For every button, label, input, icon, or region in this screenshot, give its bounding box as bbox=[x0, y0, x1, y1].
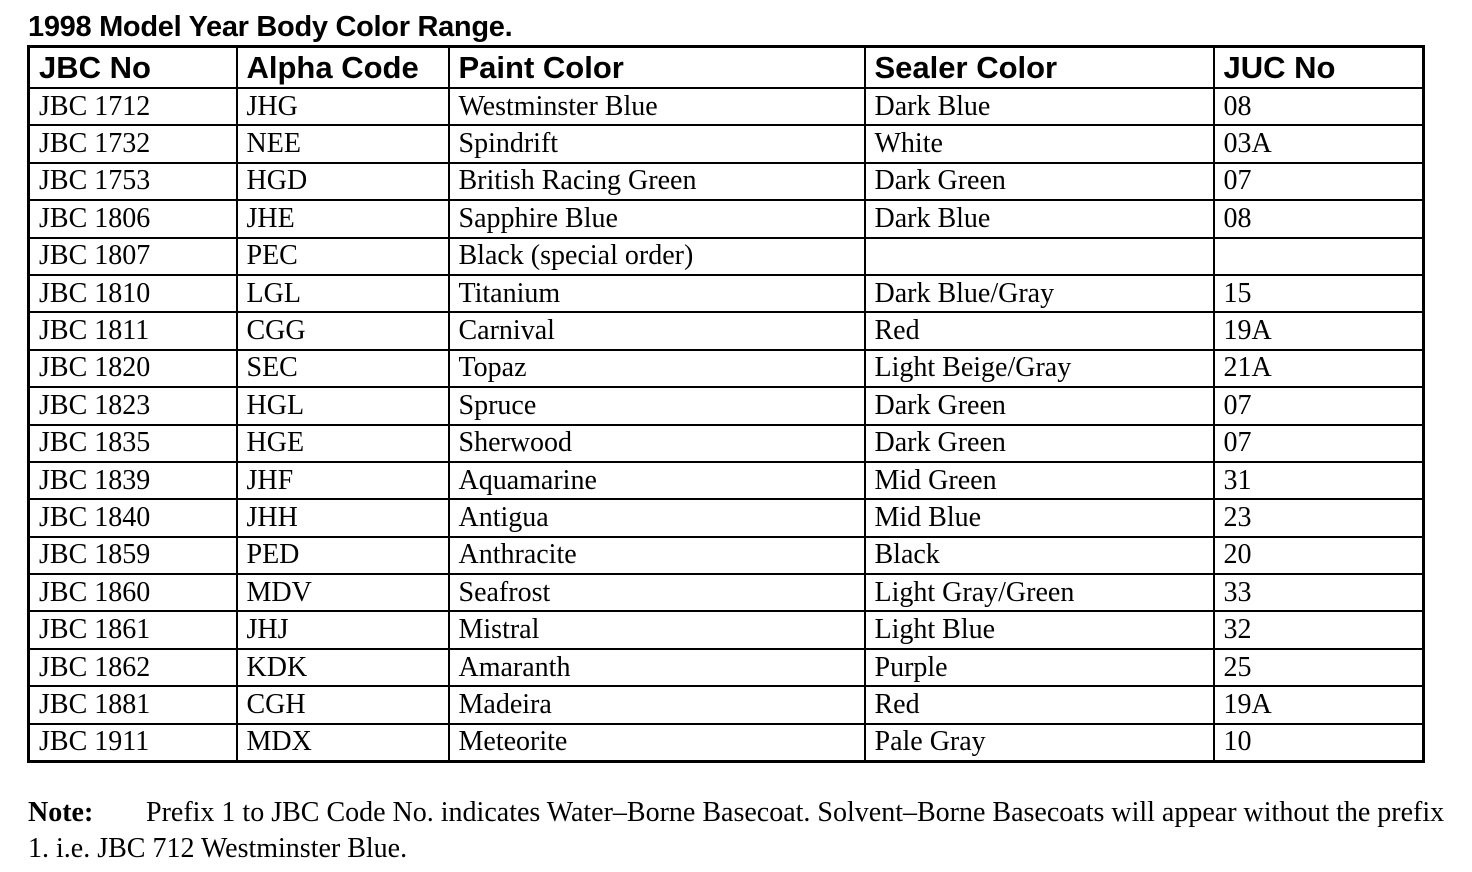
cell-alpha-code: MDV bbox=[237, 574, 449, 611]
cell-juc-no: 31 bbox=[1214, 462, 1424, 499]
table-row bbox=[29, 537, 1424, 574]
cell-juc-no: 19A bbox=[1214, 312, 1424, 349]
cell-jbc-no: JBC 1911 bbox=[29, 724, 237, 762]
cell-sealer-color bbox=[865, 238, 1214, 275]
cell-juc-no: 10 bbox=[1214, 724, 1424, 762]
header-juc-no: JUC No bbox=[1214, 47, 1424, 89]
cell-paint-color: Titanium bbox=[449, 275, 865, 312]
table-row bbox=[29, 88, 1424, 125]
cell-jbc-no: JBC 1861 bbox=[29, 611, 237, 648]
table-row bbox=[29, 312, 1424, 349]
cell-jbc-no: JBC 1820 bbox=[29, 350, 237, 387]
cell-alpha-code: JHE bbox=[237, 200, 449, 237]
cell-paint-color: Mistral bbox=[449, 611, 865, 648]
document-title: 1998 Model Year Body Color Range. bbox=[28, 11, 513, 43]
cell-juc-no: 20 bbox=[1214, 537, 1424, 574]
cell-juc-no: 08 bbox=[1214, 88, 1424, 125]
header-sealer-color: Sealer Color bbox=[865, 47, 1214, 89]
cell-alpha-code: HGE bbox=[237, 425, 449, 462]
cell-jbc-no: JBC 1806 bbox=[29, 200, 237, 237]
table-header-row bbox=[29, 47, 1424, 89]
note bbox=[28, 795, 1448, 867]
cell-sealer-color: Dark Green bbox=[865, 425, 1214, 462]
table-body bbox=[29, 88, 1424, 762]
cell-jbc-no: JBC 1807 bbox=[29, 238, 237, 275]
cell-sealer-color: Light Blue bbox=[865, 611, 1214, 648]
cell-juc-no: 25 bbox=[1214, 649, 1424, 686]
cell-alpha-code: JHG bbox=[237, 88, 449, 125]
cell-sealer-color: White bbox=[865, 125, 1214, 162]
table-row bbox=[29, 611, 1424, 648]
cell-alpha-code: CGH bbox=[237, 686, 449, 723]
cell-alpha-code: SEC bbox=[237, 350, 449, 387]
cell-juc-no: 08 bbox=[1214, 200, 1424, 237]
cell-paint-color: Spruce bbox=[449, 387, 865, 424]
cell-sealer-color: Light Beige/Gray bbox=[865, 350, 1214, 387]
cell-jbc-no: JBC 1860 bbox=[29, 574, 237, 611]
cell-alpha-code: JHJ bbox=[237, 611, 449, 648]
cell-sealer-color: Purple bbox=[865, 649, 1214, 686]
cell-jbc-no: JBC 1823 bbox=[29, 387, 237, 424]
cell-alpha-code: JHH bbox=[237, 499, 449, 536]
cell-juc-no: 03A bbox=[1214, 125, 1424, 162]
cell-alpha-code: HGL bbox=[237, 387, 449, 424]
cell-alpha-code: PEC bbox=[237, 238, 449, 275]
cell-paint-color: Carnival bbox=[449, 312, 865, 349]
cell-juc-no bbox=[1214, 238, 1424, 275]
cell-juc-no: 33 bbox=[1214, 574, 1424, 611]
table-row bbox=[29, 686, 1424, 723]
cell-alpha-code: NEE bbox=[237, 125, 449, 162]
cell-juc-no: 07 bbox=[1214, 163, 1424, 200]
cell-jbc-no: JBC 1753 bbox=[29, 163, 237, 200]
cell-jbc-no: JBC 1835 bbox=[29, 425, 237, 462]
cell-paint-color: Spindrift bbox=[449, 125, 865, 162]
cell-paint-color: British Racing Green bbox=[449, 163, 865, 200]
table-row bbox=[29, 163, 1424, 200]
cell-juc-no: 21A bbox=[1214, 350, 1424, 387]
table-row bbox=[29, 238, 1424, 275]
table-row bbox=[29, 350, 1424, 387]
table-row bbox=[29, 462, 1424, 499]
cell-jbc-no: JBC 1839 bbox=[29, 462, 237, 499]
note-text: Prefix 1 to JBC Code No. indicates Water–Borne Basecoat. Solvent–Borne Basecoats will appear without the prefix 1. i.e. JBC 712 Westminster Blue. bbox=[28, 797, 1445, 864]
cell-sealer-color: Dark Blue bbox=[865, 200, 1214, 237]
cell-juc-no: 19A bbox=[1214, 686, 1424, 723]
cell-sealer-color: Red bbox=[865, 312, 1214, 349]
cell-paint-color: Aquamarine bbox=[449, 462, 865, 499]
cell-juc-no: 32 bbox=[1214, 611, 1424, 648]
cell-paint-color: Anthracite bbox=[449, 537, 865, 574]
cell-paint-color: Madeira bbox=[449, 686, 865, 723]
cell-jbc-no: JBC 1859 bbox=[29, 537, 237, 574]
cell-paint-color: Amaranth bbox=[449, 649, 865, 686]
header-paint-color: Paint Color bbox=[449, 47, 865, 89]
cell-jbc-no: JBC 1732 bbox=[29, 125, 237, 162]
cell-sealer-color: Black bbox=[865, 537, 1214, 574]
cell-sealer-color: Red bbox=[865, 686, 1214, 723]
cell-juc-no: 15 bbox=[1214, 275, 1424, 312]
body-color-table bbox=[27, 45, 1425, 763]
cell-juc-no: 07 bbox=[1214, 387, 1424, 424]
table-row bbox=[29, 574, 1424, 611]
header-jbc-no: JBC No bbox=[29, 47, 237, 89]
table-row bbox=[29, 275, 1424, 312]
table-row bbox=[29, 649, 1424, 686]
cell-alpha-code: PED bbox=[237, 537, 449, 574]
cell-jbc-no: JBC 1810 bbox=[29, 275, 237, 312]
cell-paint-color: Sherwood bbox=[449, 425, 865, 462]
cell-sealer-color: Pale Gray bbox=[865, 724, 1214, 762]
cell-alpha-code: LGL bbox=[237, 275, 449, 312]
cell-paint-color: Sapphire Blue bbox=[449, 200, 865, 237]
cell-sealer-color: Dark Blue bbox=[865, 88, 1214, 125]
cell-juc-no: 23 bbox=[1214, 499, 1424, 536]
cell-sealer-color: Mid Green bbox=[865, 462, 1214, 499]
cell-jbc-no: JBC 1712 bbox=[29, 88, 237, 125]
table-row bbox=[29, 125, 1424, 162]
cell-paint-color: Black (special order) bbox=[449, 238, 865, 275]
cell-sealer-color: Mid Blue bbox=[865, 499, 1214, 536]
table-row bbox=[29, 724, 1424, 762]
note-label: Note: bbox=[28, 797, 94, 828]
cell-paint-color: Seafrost bbox=[449, 574, 865, 611]
table-row bbox=[29, 200, 1424, 237]
cell-jbc-no: JBC 1840 bbox=[29, 499, 237, 536]
cell-paint-color: Westminster Blue bbox=[449, 88, 865, 125]
cell-sealer-color: Dark Green bbox=[865, 163, 1214, 200]
cell-sealer-color: Dark Green bbox=[865, 387, 1214, 424]
cell-jbc-no: JBC 1862 bbox=[29, 649, 237, 686]
cell-alpha-code: KDK bbox=[237, 649, 449, 686]
cell-juc-no: 07 bbox=[1214, 425, 1424, 462]
cell-paint-color: Meteorite bbox=[449, 724, 865, 762]
table-row bbox=[29, 425, 1424, 462]
cell-alpha-code: JHF bbox=[237, 462, 449, 499]
cell-sealer-color: Light Gray/Green bbox=[865, 574, 1214, 611]
cell-alpha-code: CGG bbox=[237, 312, 449, 349]
cell-sealer-color: Dark Blue/Gray bbox=[865, 275, 1214, 312]
cell-paint-color: Antigua bbox=[449, 499, 865, 536]
cell-alpha-code: MDX bbox=[237, 724, 449, 762]
table-row bbox=[29, 387, 1424, 424]
cell-jbc-no: JBC 1881 bbox=[29, 686, 237, 723]
cell-alpha-code: HGD bbox=[237, 163, 449, 200]
cell-paint-color: Topaz bbox=[449, 350, 865, 387]
table-row bbox=[29, 499, 1424, 536]
cell-jbc-no: JBC 1811 bbox=[29, 312, 237, 349]
table-header bbox=[29, 47, 1424, 89]
header-alpha-code: Alpha Code bbox=[237, 47, 449, 89]
